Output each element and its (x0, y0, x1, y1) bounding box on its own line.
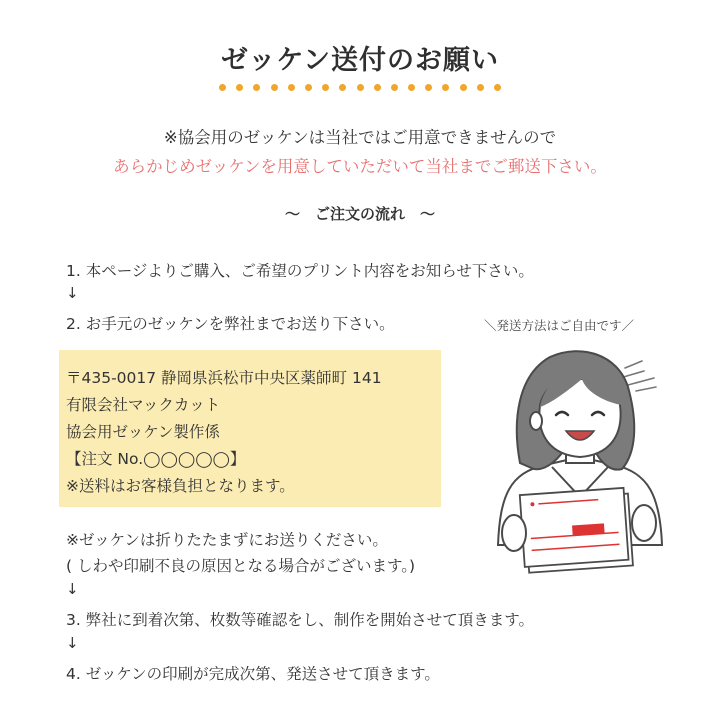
arrow-icon: ↓ (66, 634, 79, 652)
fold-note: ※ゼッケンは折りたたまずにお送りください。 (66, 531, 388, 549)
address-line-3: 協会用ゼッケン製作係 (66, 423, 220, 441)
step-2: 2. お手元のゼッケンを弊社までお送り下さい。 (66, 315, 395, 333)
address-box (59, 350, 441, 507)
arrow-icon: ↓ (66, 580, 79, 598)
step-3: 3. 弊社に到着次第、枚数等確認をし、制作を開始させて頂きます。 (66, 611, 534, 629)
step-1: 1. 本ページよりご購入、ご希望のプリント内容をお知らせ下さい。 (66, 262, 534, 280)
step-4: 4. ゼッケンの印刷が完成次第、発送させて頂きます。 (66, 665, 440, 683)
address-line-5: ※送料はお客様負担となります。 (66, 477, 295, 495)
free-shipping-note: ＼発送方法はご自由です／ (484, 318, 635, 333)
fold-note-sub: ( しわや印刷不良の原因となる場合がございます。) (66, 557, 416, 575)
flow-heading: 〜 ご注文の流れ 〜 (284, 205, 435, 223)
arrow-icon: ↓ (66, 284, 79, 302)
title-dot-divider (219, 84, 501, 91)
person-holding-bib-illustration (490, 345, 670, 585)
notice-line-2: あらかじめゼッケンを用意していただいて当社までご郵送下さい。 (113, 157, 607, 176)
address-line-4: 【注文 No.◯◯◯◯◯】 (66, 450, 246, 468)
page-title: ゼッケン送付のお願い (220, 45, 500, 76)
notice-line-1: ※協会用のゼッケンは当社ではご用意できませんので (163, 128, 557, 147)
address-line-1: 〒435-0017 静岡県浜松市中央区薬師町 141 (66, 369, 382, 387)
address-line-2: 有限会社マックカット (66, 396, 221, 414)
